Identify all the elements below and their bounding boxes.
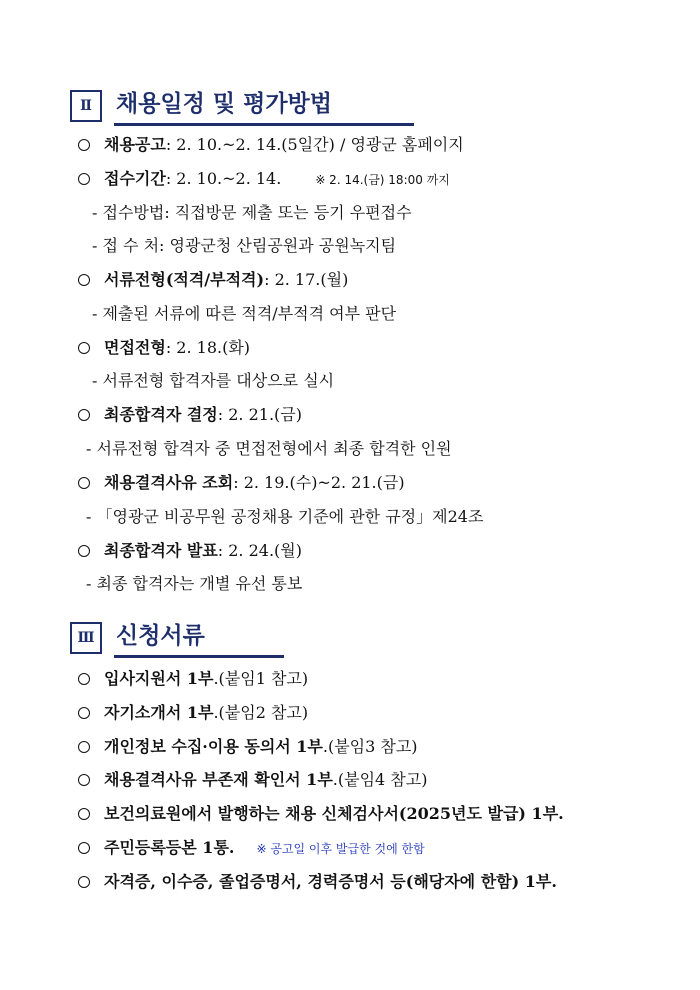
section-3-title: 신청서류 bbox=[116, 623, 205, 649]
item-text: : 2. 18.(화) bbox=[165, 338, 251, 357]
section-2-number: Ⅱ bbox=[70, 90, 102, 122]
list-item bbox=[78, 134, 464, 156]
list-item bbox=[78, 769, 427, 791]
item-label: 자기소개서 1부 bbox=[104, 703, 214, 722]
item-text: : 2. 10.~2. 14.(5일간) / 영광군 홈페이지 bbox=[165, 135, 464, 154]
item-text: .(붙임2 참고) bbox=[213, 703, 309, 722]
section-2-title: 채용일정 및 평가방법 bbox=[116, 91, 332, 117]
item-text: : 2. 21.(금) bbox=[217, 405, 302, 424]
item-label: 채용공고 bbox=[104, 135, 166, 154]
list-item bbox=[78, 404, 302, 426]
item-label: 자격증, 이수증, 졸업증명서, 경력증명서 등(해당자에 한함) 1부. bbox=[104, 872, 557, 891]
item-label: 최종합격자 발표 bbox=[104, 541, 218, 560]
item-label: 면접전형 bbox=[104, 338, 166, 357]
circle-bullet-icon bbox=[78, 274, 90, 286]
item-label: 채용결격사유 부존재 확인서 1부 bbox=[104, 770, 333, 789]
circle-bullet-icon bbox=[78, 808, 90, 820]
item-label: 보건의료원에서 발행하는 채용 신체검사서(2025년도 발급) 1부. bbox=[104, 804, 564, 823]
item-text: : 2. 17.(월) bbox=[264, 270, 349, 289]
item-label: 주민등록등본 1통. bbox=[104, 838, 235, 857]
item-text: : 2. 10.~2. 14. bbox=[165, 169, 282, 188]
circle-bullet-icon bbox=[78, 173, 90, 185]
item-label: 채용결격사유 조회 bbox=[104, 473, 234, 492]
list-item bbox=[78, 337, 250, 359]
item-label: 최종합격자 결정 bbox=[104, 405, 218, 424]
circle-bullet-icon bbox=[78, 545, 90, 557]
list-item bbox=[78, 168, 450, 191]
list-item bbox=[78, 668, 308, 690]
sub-item: - 접수방법: 직접방문 제출 또는 등기 우편접수 bbox=[92, 203, 412, 222]
list-item bbox=[78, 837, 425, 860]
circle-bullet-icon bbox=[78, 741, 90, 753]
circle-bullet-icon bbox=[78, 477, 90, 489]
list-item bbox=[78, 702, 308, 724]
circle-bullet-icon bbox=[78, 842, 90, 854]
item-text: : 2. 19.(수)~2. 21.(금) bbox=[233, 473, 405, 492]
circle-bullet-icon bbox=[78, 774, 90, 786]
list-item bbox=[78, 803, 564, 825]
list-item bbox=[78, 269, 348, 291]
circle-bullet-icon bbox=[78, 673, 90, 685]
sub-item: - 접 수 처: 영광군청 산림공원과 공원녹지팀 bbox=[92, 236, 397, 255]
sub-item: - 서류전형 합격자 중 면접전형에서 최종 합격한 인원 bbox=[86, 439, 452, 458]
item-label: 서류전형(적격/부적격) bbox=[104, 270, 265, 289]
circle-bullet-icon bbox=[78, 409, 90, 421]
circle-bullet-icon bbox=[78, 342, 90, 354]
item-text: : 2. 24.(월) bbox=[217, 541, 302, 560]
sub-item: - 최종 합격자는 개별 유선 통보 bbox=[86, 574, 303, 593]
sub-item: - 서류전형 합격자를 대상으로 실시 bbox=[92, 371, 335, 390]
circle-bullet-icon bbox=[78, 876, 90, 888]
item-label: 개인정보 수집·이용 동의서 1부 bbox=[104, 737, 323, 756]
sub-item: - 제출된 서류에 따른 적격/부적격 여부 판단 bbox=[92, 304, 397, 323]
deadline-note: ※ 2. 14.(금) 18:00 까지 bbox=[315, 173, 450, 187]
sub-item: - 「영광군 비공무원 공정채용 기준에 관한 규정」제24조 bbox=[86, 507, 484, 526]
circle-bullet-icon bbox=[78, 707, 90, 719]
item-text: .(붙임3 참고) bbox=[322, 737, 418, 756]
section-2-underline bbox=[114, 123, 414, 126]
item-label: 입사지원서 1부 bbox=[104, 669, 214, 688]
list-item bbox=[78, 871, 557, 893]
list-item bbox=[78, 540, 302, 562]
issue-date-note: ※ 공고일 이후 발급한 것에 한함 bbox=[256, 842, 425, 856]
section-3-underline bbox=[114, 655, 284, 658]
section-3-number: Ⅲ bbox=[70, 622, 102, 654]
item-label: 접수기간 bbox=[104, 169, 166, 188]
circle-bullet-icon bbox=[78, 139, 90, 151]
item-text: .(붙임1 참고) bbox=[213, 669, 309, 688]
list-item bbox=[78, 736, 418, 758]
item-text: .(붙임4 참고) bbox=[332, 770, 428, 789]
list-item bbox=[78, 472, 405, 494]
